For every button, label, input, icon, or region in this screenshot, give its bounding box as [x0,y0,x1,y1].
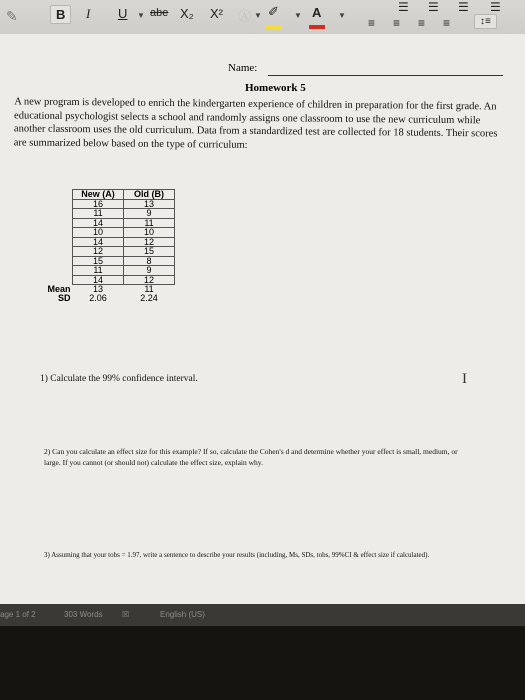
problem-paragraph: A new program is developed to enrich the kindergarten experience of children in preparation for the first grade. An educational psychologist selects a school and randomly assigns one classroom to use the new curriculum while another classroom uses the old curriculum. Data from a standardized test are collected for 18 students. Their scores are summarized below based on the type of curriculum: [13,96,498,151]
numbering-icon[interactable]: ☰ [428,0,439,14]
question-1: 1) Calculate the 99% confidence interval. [40,374,198,384]
page-count[interactable]: age 1 of 2 [0,610,36,619]
font-color-dropdown-icon[interactable]: ▼ [338,11,346,20]
cell-old: 8 [124,256,175,266]
homework-title: Homework 5 [245,82,306,94]
scores-table [14,189,175,302]
cell-new: 14 [73,275,124,285]
name-underline [268,75,503,76]
cell-new: 14 [73,218,124,228]
subscript-button[interactable]: X₂ [180,6,194,21]
text-effects-icon[interactable]: Ⓐ [238,9,252,24]
underline-dropdown-icon[interactable]: ▼ [137,11,145,20]
cell-new: 16 [73,199,124,209]
table-row [14,247,175,257]
column-header-new: New (A) [73,190,124,200]
indent-icon[interactable]: ☰ [490,0,501,14]
cell-new: 12 [73,247,124,257]
multilevel-list-icon[interactable]: ☰ [458,0,469,14]
align-center-icon[interactable]: ≡ [393,16,401,30]
align-left-icon[interactable]: ≡ [368,16,376,30]
text-cursor-icon: I [462,371,467,387]
text-effects-dropdown-icon[interactable]: ▼ [254,11,262,20]
align-right-icon[interactable]: ≡ [418,16,426,30]
column-header-old: Old (B) [124,190,175,200]
italic-button[interactable]: I [86,6,91,21]
question-2: 2) Can you calculate an effect size for this example? If so, calculate the Cohen's d and determine whether your effect is small, medium, or large. If you cannot (or should not) calculate the effect size, explain why. [44,447,458,467]
word-count[interactable]: 303 Words [64,610,103,619]
line-spacing-button[interactable]: ↕≡ [474,14,497,29]
cell-new: 15 [73,256,124,266]
cell-old: 15 [124,247,175,257]
sd-old: 2.24 [140,292,158,303]
cell-new: 14 [73,237,124,247]
font-color-button[interactable]: A [312,5,322,20]
question-3: 3) Assuming that your tobs = 1.97, write a sentence to describe your results (including, Ms, SDs, tobs, 99%CI & effect size if calculated). [44,551,430,559]
sd-row [14,294,175,303]
formatting-toolbar [0,0,525,35]
desk-background [0,626,525,700]
cell-old: 12 [124,275,175,285]
highlight-icon[interactable]: ✐ [268,4,279,19]
table-row [14,209,175,219]
document-page[interactable] [0,34,525,604]
sd-label: SD [57,292,71,303]
justify-icon[interactable]: ≡ [443,16,451,30]
sd-new: 2.06 [89,292,107,303]
bold-button[interactable]: B [50,5,71,24]
highlight-dropdown-icon[interactable]: ▼ [294,11,302,20]
name-label: Name: [228,62,258,74]
mean-old: 11 [144,284,154,294]
table-corner [14,190,73,200]
font-color-bar [309,25,325,29]
paint-icon[interactable]: ✎ [6,8,18,24]
cell-old: 12 [124,237,175,247]
table-row [14,228,175,238]
language-indicator[interactable]: English (US) [160,610,205,619]
cell-old: 11 [124,218,175,228]
table-row [14,266,175,276]
highlight-color-bar [266,25,282,29]
proofing-icon[interactable]: ☒ [122,610,130,619]
underline-button[interactable]: U [118,6,128,21]
mean-new: 13 [92,284,103,294]
bullets-icon[interactable]: ☰ [398,0,409,14]
cell-new: 11 [73,209,124,219]
cell-old: 9 [124,266,175,276]
superscript-button[interactable]: X² [210,6,223,21]
cell-old: 10 [124,228,175,238]
strikethrough-button[interactable]: abe [150,7,169,19]
cell-new: 10 [73,228,124,238]
cell-old: 9 [124,209,175,219]
mean-label: Mean [47,283,71,294]
cell-new: 11 [73,266,124,276]
status-bar [0,604,525,626]
cell-old: 13 [124,199,175,209]
